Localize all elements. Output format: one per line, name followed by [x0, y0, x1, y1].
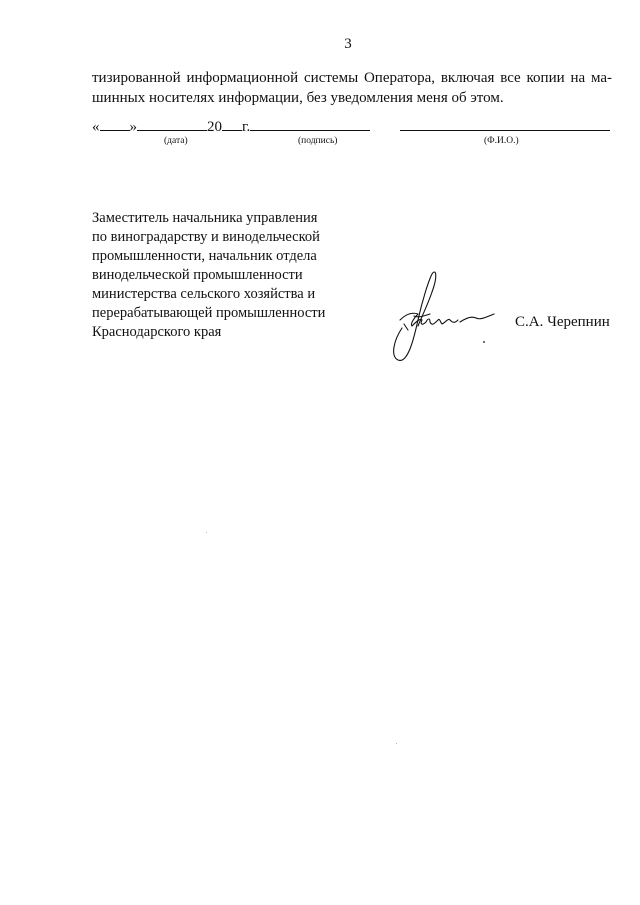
body-paragraph — [92, 68, 612, 108]
signature-blank — [250, 117, 370, 131]
signatory-position — [92, 209, 325, 342]
position-line: перерабатывающей промышленности — [92, 305, 326, 321]
scan-speck — [206, 532, 207, 533]
signatory-name: С.А. Черепнин — [515, 314, 610, 330]
date-caption: (дата) — [164, 136, 188, 146]
handwritten-signature-icon — [384, 268, 514, 368]
year-blank — [222, 117, 242, 131]
date-signature-row — [92, 117, 612, 157]
position-line: винодельческой промышленности — [92, 267, 303, 283]
day-blank — [100, 117, 130, 131]
close-quote: » — [129, 119, 137, 135]
paragraph-line: шинных носителях информации, без уведомления меня об этом. — [92, 90, 504, 106]
date-day-field — [92, 117, 370, 136]
position-line: министерства сельского хозяйства и — [92, 286, 316, 302]
position-line: Заместитель начальника управления — [92, 210, 318, 226]
open-quote: « — [92, 119, 100, 135]
page-number: 3 — [344, 36, 352, 52]
month-blank — [137, 117, 207, 131]
position-line: по виноградарству и винодельческой — [92, 229, 320, 245]
scan-speck — [396, 743, 397, 744]
signature-caption: (подпись) — [298, 136, 338, 146]
position-line: промышленности, начальник отдела — [92, 248, 317, 264]
year-prefix: 20 — [207, 119, 222, 135]
year-suffix: г. — [242, 119, 251, 135]
fio-blank — [400, 117, 610, 131]
fio-field — [400, 117, 610, 136]
paragraph-line: тизированной информационной системы Оператора, включая все копии на ма- — [92, 70, 612, 86]
fio-caption: (Ф.И.О.) — [484, 136, 519, 146]
position-line: Краснодарского края — [92, 324, 222, 340]
